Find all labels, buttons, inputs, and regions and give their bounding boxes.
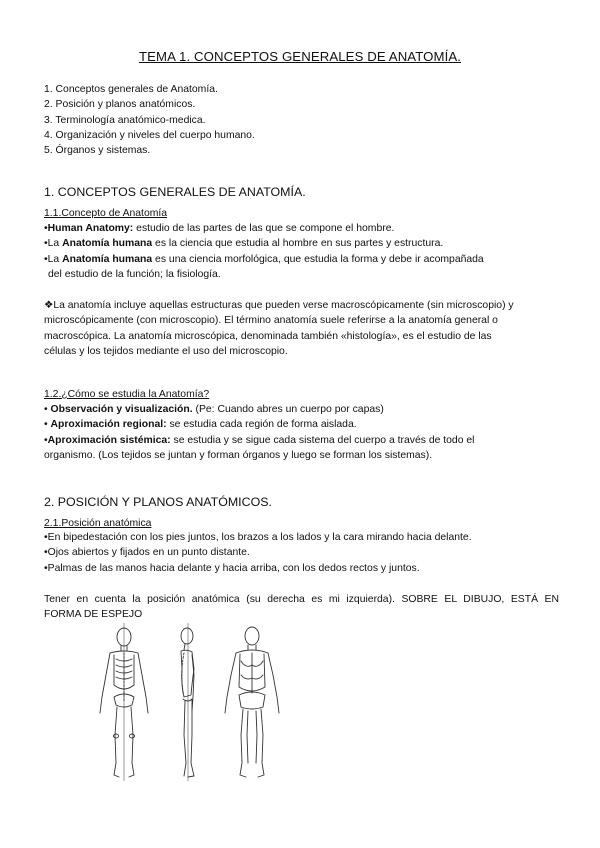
paragraph-line: ❖La anatomía incluye aquellas estructuras que pueden verse macroscópicamente (sin microscopio) y	[44, 300, 514, 311]
page-title: TEMA 1. CONCEPTOS GENERALES DE ANATOMÍA.	[138, 49, 462, 64]
bullet-line: •Palmas de las manos hacia delante y hacia arriba, con los dedos rectos y juntos.	[44, 562, 420, 574]
paragraph-line: Tener en cuenta la posición anatómica (su derecha es mi izquierda). SOBRE EL DIBUJO, ESTÁ EN	[44, 594, 559, 605]
subsection-1-2-bullets	[44, 402, 564, 463]
bullet-line: •En bipedestación con los pies juntos, los brazos a los lados y la cara mirando hacia delante.	[44, 532, 472, 543]
bullet-line: •La Anatomía humana es una ciencia morfológica, que estudia la forma y debe ir acompañada	[44, 253, 484, 265]
subsection-1-1-bullets	[44, 221, 564, 282]
bullet-line: •La Anatomía humana es la ciencia que estudia al hombre en sus partes y estructura.	[44, 238, 444, 250]
figure-back-muscles	[225, 627, 279, 777]
bullet-line: • Observación y visualización. (Pe: Cuando abres un cuerpo por capas)	[44, 404, 384, 415]
anatomical-position-drawing	[88, 623, 288, 781]
toc-item: 5. Órganos y sistemas.	[44, 145, 151, 157]
anatomy-note-paragraph	[44, 298, 564, 359]
subsection-1-2-heading: 1.2.¿Cómo se estudia la Anatomía?	[44, 389, 210, 400]
paragraph-line: macroscópica. La anatomía microscópica, denominada también «histología», es el estudio de las	[44, 330, 492, 342]
paragraph-line: microscópicamente (con microscopio). El término anatomía suele referirse a la anatomía general o	[44, 315, 498, 327]
section-1-heading: 1. CONCEPTOS GENERALES DE ANATOMÍA.	[44, 185, 306, 199]
subsection-1-1-heading: 1.1.Concepto de Anatomía	[44, 208, 168, 219]
section-2-heading: 2. POSICIÓN Y PLANOS ANATÓMICOS.	[44, 495, 272, 509]
toc-item: 4. Organización y niveles del cuerpo humano.	[44, 129, 255, 141]
bullet-continuation: organismo. (Los tejidos se juntan y forman órganos y luego se forman los sistemas).	[44, 449, 433, 461]
toc-item: 3. Terminología anatómico-medica.	[44, 114, 206, 126]
figure-side-profile	[181, 623, 194, 781]
paragraph-line: FORMA DE ESPEJO	[44, 609, 143, 621]
paragraph-line: células y los tejidos mediante el uso del microscopio.	[44, 345, 288, 357]
mirror-note-paragraph	[44, 592, 559, 623]
subsection-2-1-heading: 2.1.Posición anatómica	[44, 518, 152, 529]
subsection-2-1-bullets	[44, 530, 564, 576]
bullet-continuation: del estudio de la función; la fisiología.	[48, 268, 221, 280]
toc-item: 2. Posición y planos anatómicos.	[44, 99, 196, 111]
bullet-line: •Aproximación sistémica: se estudia y se sigue cada sistema del cuerpo a través de todo el	[44, 434, 475, 446]
table-of-contents	[44, 82, 255, 158]
bullet-line: •Human Anatomy: estudio de las partes de las que se compone el hombre.	[44, 223, 395, 234]
bullet-line: •Ojos abiertos y fijados en un punto distante.	[44, 547, 250, 559]
figure-front-skeleton	[100, 623, 148, 781]
bullet-line: • Aproximación regional: se estudia cada región de forma aislada.	[44, 419, 357, 431]
toc-item: 1. Conceptos generales de Anatomía.	[44, 84, 218, 95]
